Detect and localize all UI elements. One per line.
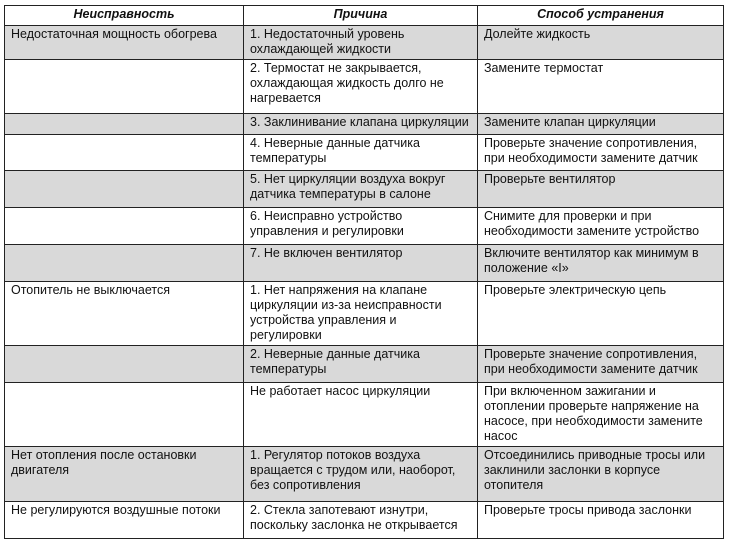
table-row (5, 26, 724, 60)
fault-cell (5, 383, 244, 447)
troubleshooting-table (4, 5, 724, 539)
fault-cell (5, 171, 244, 208)
fault-cell (5, 60, 244, 114)
column-header-fault: Неисправность (5, 6, 244, 26)
cause-cell: 1. Нет напряжения на клапане циркуляции из-за неисправности устройства управления и регулировки (244, 282, 478, 346)
table-header-row (5, 6, 724, 26)
cause-cell: 6. Неисправно устройство управления и регулировки (244, 208, 478, 245)
fix-cell: Долейте жидкость (478, 26, 724, 60)
fault-cell (5, 114, 244, 135)
fix-cell: Снимите для проверки и при необходимости замените устройство (478, 208, 724, 245)
table-row (5, 245, 724, 282)
fault-cell: Не регулируются воздушные потоки (5, 502, 244, 539)
cause-cell: 2. Термостат не закрывается, охлаждающая жидкость долго не нагревается (244, 60, 478, 114)
cause-cell: 2. Неверные данные датчика температуры (244, 346, 478, 383)
table-row (5, 346, 724, 383)
table-row (5, 135, 724, 171)
fix-cell: Проверьте тросы привода заслонки (478, 502, 724, 539)
fault-cell (5, 245, 244, 282)
table-row (5, 383, 724, 447)
cause-cell: Не работает насос циркуляции (244, 383, 478, 447)
fix-cell: Отсоединились приводные тросы или заклинили заслонки в корпусе отопителя (478, 447, 724, 502)
table-row (5, 447, 724, 502)
cause-cell: 2. Стекла запотевают изнутри, поскольку заслонка не открывается (244, 502, 478, 539)
cause-cell: 7. Не включен вентилятор (244, 245, 478, 282)
fix-cell: Проверьте значение сопротивления, при необходимости замените датчик (478, 346, 724, 383)
fault-cell (5, 346, 244, 383)
fix-cell: Включите вентилятор как минимум в положение «I» (478, 245, 724, 282)
cause-cell: 5. Нет циркуляции воздуха вокруг датчика температуры в салоне (244, 171, 478, 208)
fix-cell: Проверьте вентилятор (478, 171, 724, 208)
table-row (5, 282, 724, 346)
column-header-cause: Причина (244, 6, 478, 26)
fault-cell: Недостаточная мощность обогрева (5, 26, 244, 60)
column-header-fix: Способ устранения (478, 6, 724, 26)
cause-cell: 1. Регулятор потоков воздуха вращается с трудом или, наоборот, без сопротивления (244, 447, 478, 502)
fault-cell: Отопитель не выключается (5, 282, 244, 346)
fix-cell: Замените термостат (478, 60, 724, 114)
fault-cell (5, 135, 244, 171)
fix-cell: Проверьте электрическую цепь (478, 282, 724, 346)
table-row (5, 60, 724, 114)
table-row (5, 208, 724, 245)
fault-cell: Нет отопления после остановки двигателя (5, 447, 244, 502)
cause-cell: 3. Заклинивание клапана циркуляции (244, 114, 478, 135)
fix-cell: При включенном зажигании и отоплении проверьте напряжение на насосе, при необходимости замените насос (478, 383, 724, 447)
cause-cell: 4. Неверные данные датчика температуры (244, 135, 478, 171)
fault-cell (5, 208, 244, 245)
table-row (5, 114, 724, 135)
fix-cell: Проверьте значение сопротивления, при необходимости замените датчик (478, 135, 724, 171)
table-body (5, 26, 724, 539)
table-row (5, 502, 724, 539)
fix-cell: Замените клапан циркуляции (478, 114, 724, 135)
cause-cell: 1. Недостаточный уровень охлаждающей жидкости (244, 26, 478, 60)
table-row (5, 171, 724, 208)
